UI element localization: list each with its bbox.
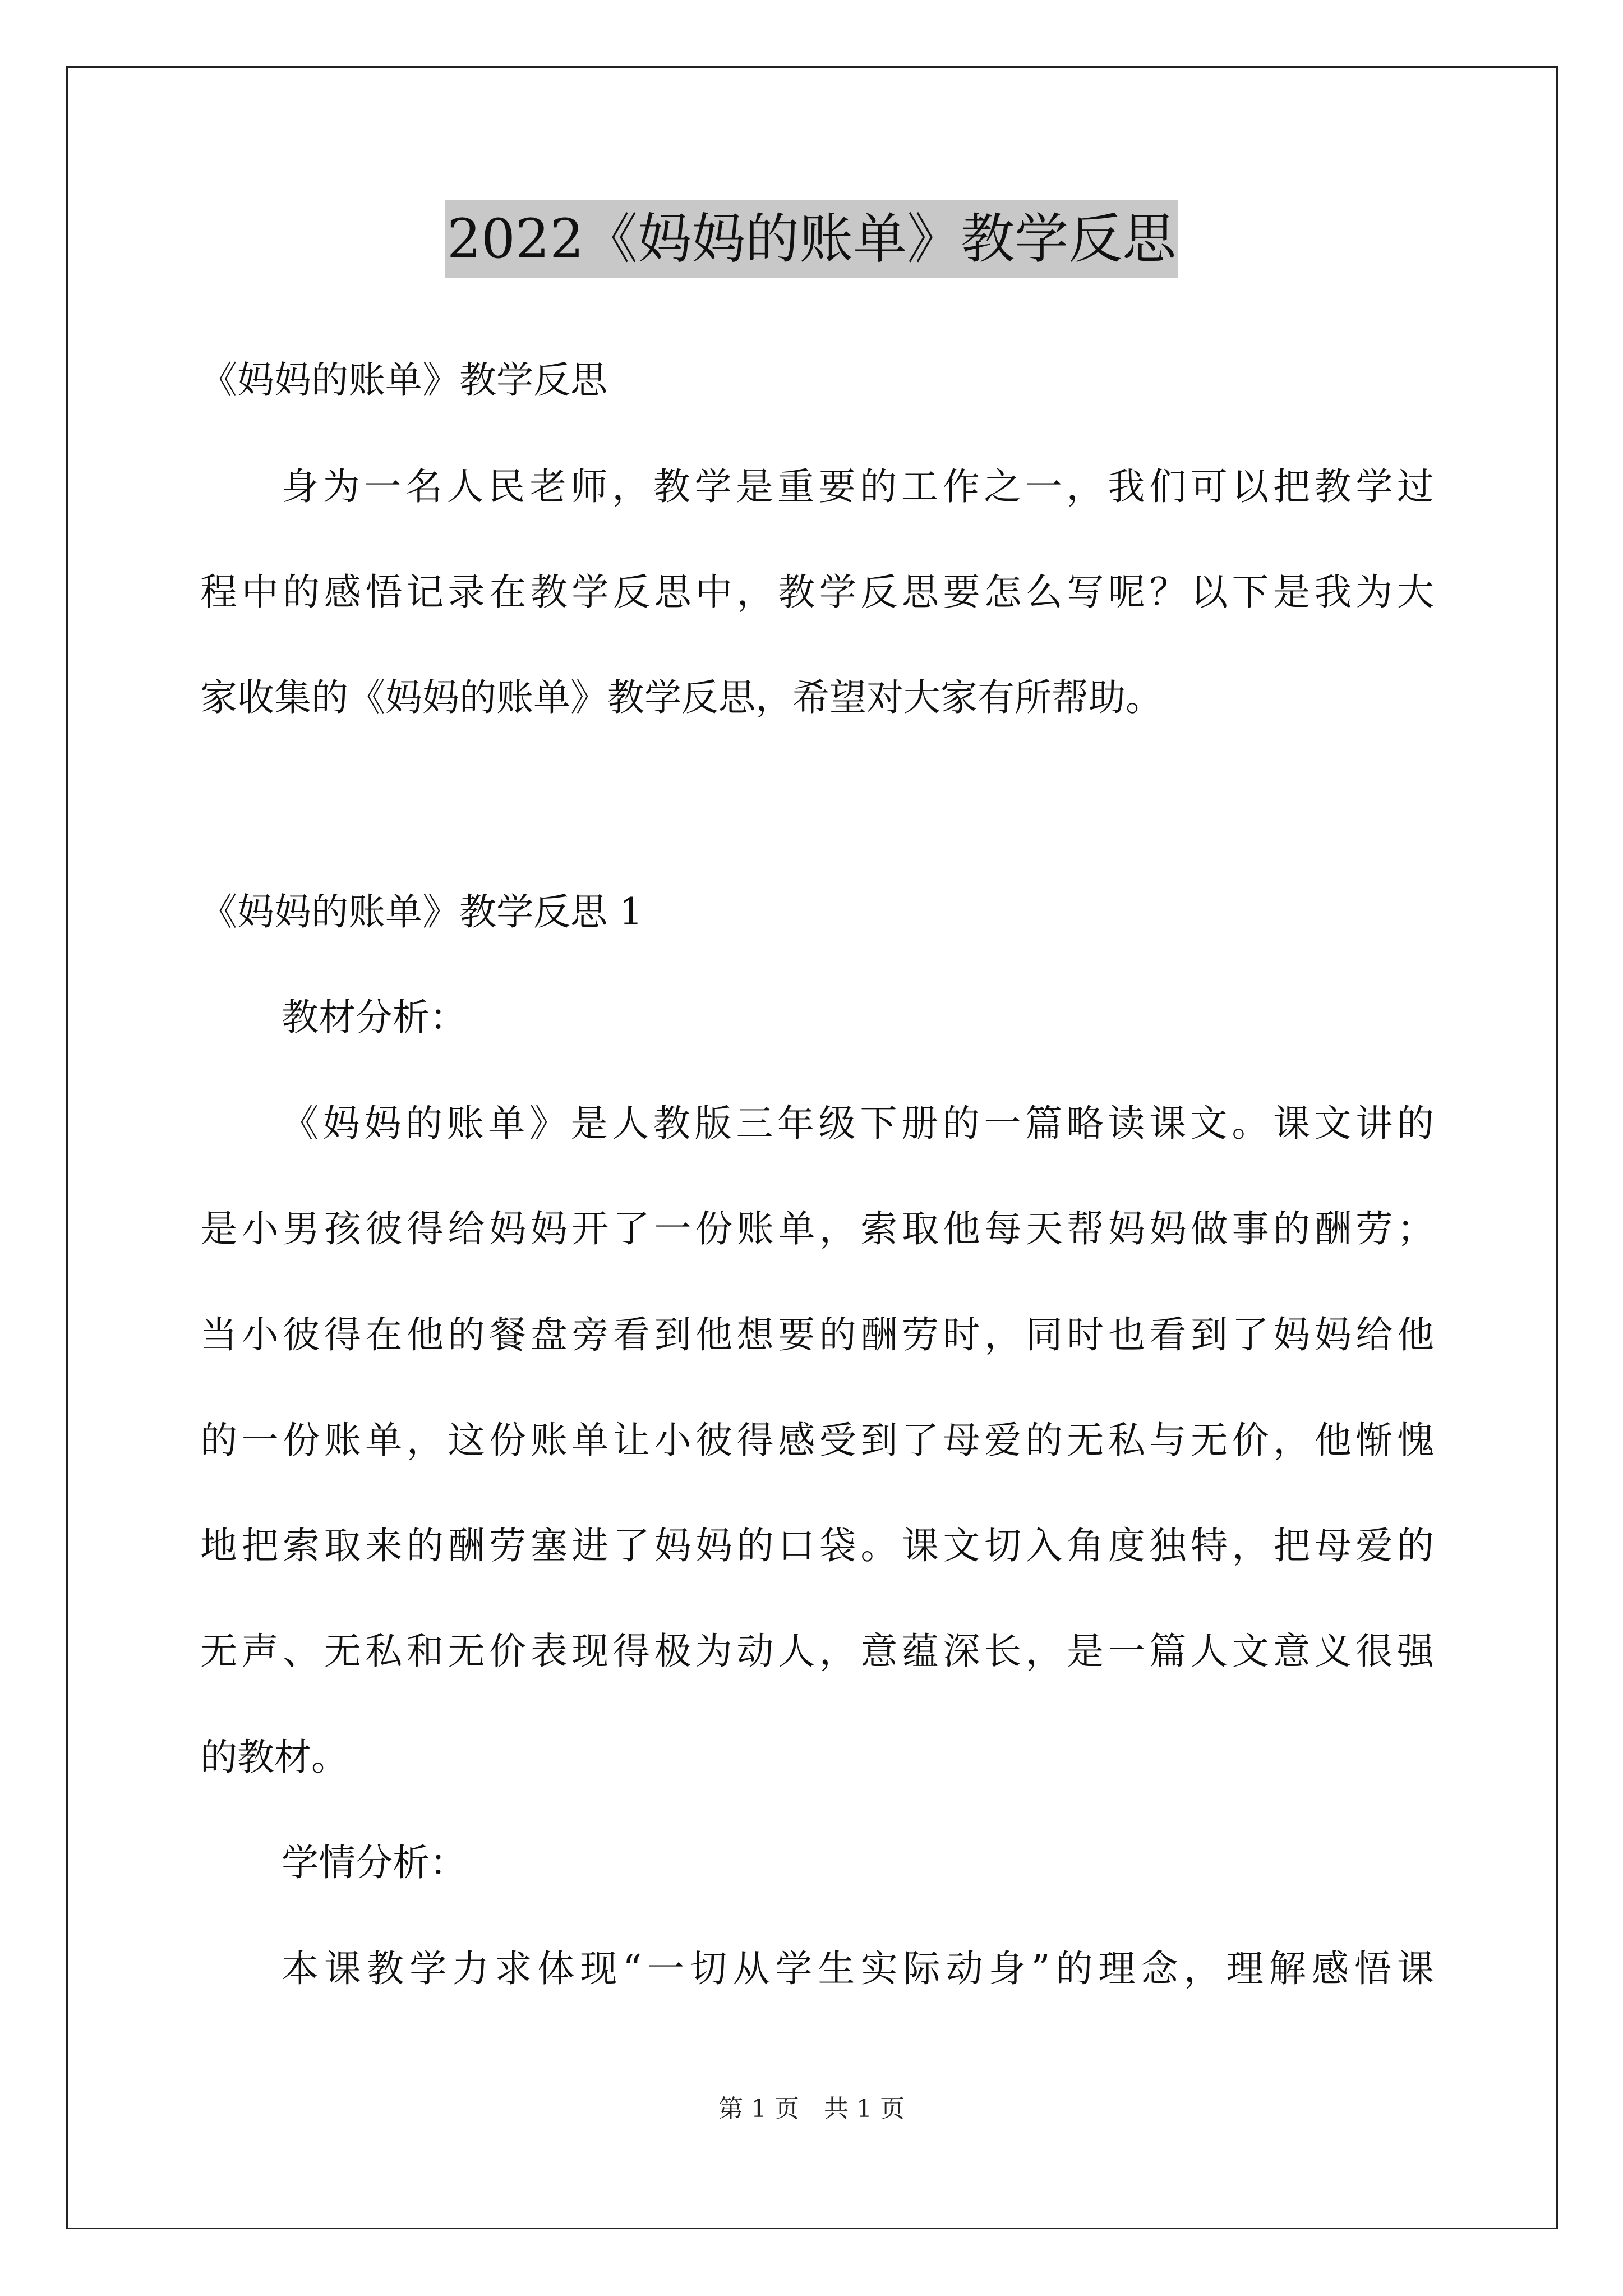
textbook-line-4: 的一份账单，这份账单让小彼得感受到了母爱的无私与无价，他惭愧 (200, 1419, 1434, 1462)
textbook-analysis-label: 教材分析： (282, 996, 467, 1039)
page-footer: 第 1 页 共 1 页 (718, 2095, 905, 2123)
section-heading: 《妈妈的账单》教学反思 1 (200, 890, 643, 933)
intro-line-2: 程中的感悟记录在教学反思中，教学反思要怎么写呢？以下是我为大 (200, 570, 1434, 614)
textbook-line-7: 的教材。 (200, 1736, 348, 1779)
textbook-line-1: 《妈妈的账单》是人教版三年级下册的一篇略读课文。课文讲的 (282, 1102, 1434, 1145)
textbook-line-5: 地把索取来的酬劳塞进了妈妈的口袋。课文切入角度独特，把母爱的 (200, 1524, 1434, 1567)
document-title-text: 2022《妈妈的账单》教学反思 (445, 200, 1178, 278)
intro-line-1: 身为一名人民老师，教学是重要的工作之一，我们可以把教学过 (282, 465, 1434, 508)
subtitle: 《妈妈的账单》教学反思 (200, 358, 607, 402)
student-analysis-label: 学情分析： (282, 1841, 467, 1884)
textbook-line-6: 无声、无私和无价表现得极为动人，意蕴深长，是一篇人文意义很强 (200, 1630, 1434, 1673)
textbook-line-3: 当小彼得在他的餐盘旁看到他想要的酬劳时，同时也看到了妈妈给他 (200, 1313, 1434, 1356)
student-line-1: 本课教学力求体现“一切从学生实际动身”的理念，理解感悟课 (282, 1947, 1434, 1990)
document-title (0, 200, 1623, 278)
textbook-line-2: 是小男孩彼得给妈妈开了一份账单，索取他每天帮妈妈做事的酬劳； (200, 1207, 1434, 1250)
intro-line-3: 家收集的《妈妈的账单》教学反思，希望对大家有所帮助。 (200, 676, 1163, 719)
